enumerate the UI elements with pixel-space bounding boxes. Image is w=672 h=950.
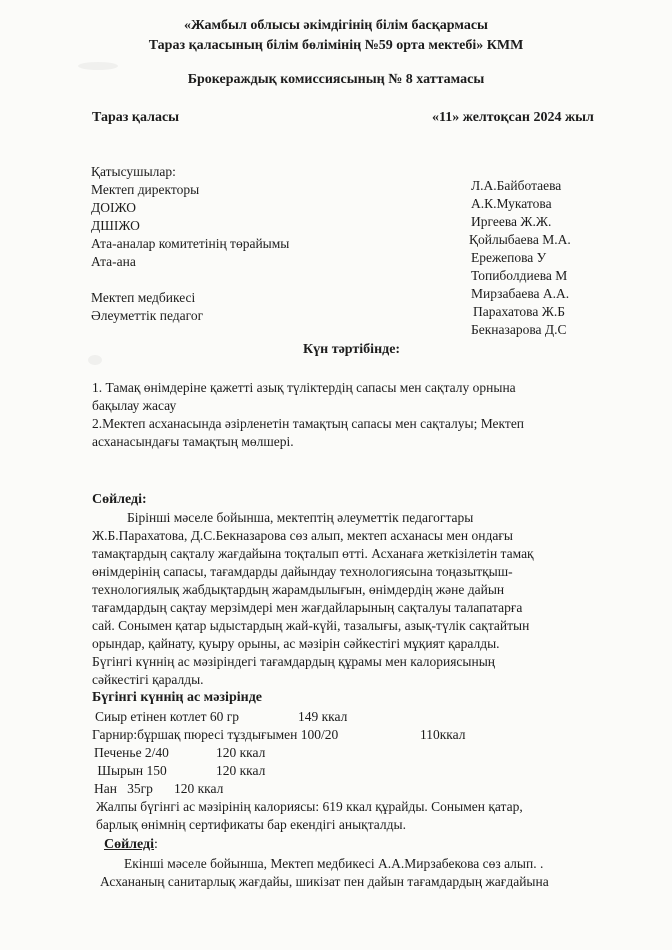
section-2-colon: : [154, 837, 158, 852]
section-1-line: сәйкестігі қаралды. [92, 672, 204, 687]
participant-role: Ата-ана [91, 254, 136, 269]
participant-name: Топиболдиева М [471, 268, 568, 283]
participant-name: Қойлыбаева М.А. [469, 232, 571, 247]
participant-role: Ата-аналар комитетінің төрайымы [91, 236, 290, 251]
menu-heading: Бүгінгі күннің ас мәзірінде [92, 690, 262, 705]
agenda-heading: Күн тәртібінде: [303, 342, 401, 357]
section-2-line-2: Асхананың санитарлық жағдайы, шикізат пен дайын тағамдардың жағдайына [100, 874, 549, 889]
menu-total-line-2: барлық өнімнің сертификаты бар екендігі анықталды. [96, 817, 406, 832]
menu-item-name: Шырын 150 [94, 763, 167, 778]
participant-role: ДОІЖО [91, 200, 136, 215]
participant-role: ДШІЖО [91, 218, 140, 233]
participant-name: Бекназарова Д.С [471, 322, 567, 337]
menu-item-kcal: 149 ккал [298, 709, 348, 724]
section-2-heading-wrap [104, 837, 158, 853]
participant-role: Мектеп директоры [91, 182, 200, 197]
header-line-2: Тараз қаласының білім бөлімінің №59 орта мектебі» КММ [148, 38, 524, 53]
section-1-line: сай. Сонымен қатар ыдыстардың жай-күйі, тазалығы, азық-түлік сақтайтын [92, 618, 530, 633]
document-title: Брокераждық комиссиясының № 8 хаттамасы [187, 72, 485, 87]
participants-heading: Қатысушылар: [91, 164, 176, 179]
menu-item-kcal: 110ккал [420, 727, 466, 742]
participant-name: Парахатова Ж.Б [473, 304, 565, 319]
menu-item-kcal: 120 ккал [174, 781, 224, 796]
section-1-line: тамақтардың сақталу жағдайына тоқталып өтті. Асханаға жеткізілетін тамақ [92, 546, 534, 561]
menu-item-name: Гарнир:бұршақ пюресі тұздығымен 100/20 [92, 727, 339, 742]
agenda-item-2-line-2: асханасындағы тамақтың мөлшері. [92, 434, 294, 449]
section-2-heading: Сөйледі [104, 837, 155, 852]
participant-name: Мирзабаева А.А. [471, 286, 570, 301]
participant-name: Иргеева Ж.Ж. [471, 214, 552, 229]
scan-smudge [78, 62, 118, 70]
section-1-heading: Сөйледі: [92, 492, 147, 507]
participant-name: Ережепова У [471, 250, 547, 265]
city: Тараз қаласы [92, 110, 180, 125]
section-2-line-1: Екінші мәселе бойынша, Мектеп медбикесі А.А.Мирзабекова сөз алып. . [124, 856, 544, 871]
section-1-line: орындар, қайнату, қуыру орыны, ас мәзірін сәйкестігі мұқият қаралды. [92, 636, 500, 651]
section-1-line: Ж.Б.Парахатова, Д.С.Бекназарова сөз алып, мектеп асханасы мен ондағы [92, 528, 513, 543]
header-line-1: «Жамбыл облысы әкімдігінің білім басқармасы [184, 18, 488, 33]
menu-item-kcal: 120 ккал [216, 745, 266, 760]
participant-role: Мектеп медбикесі [91, 290, 196, 305]
section-1-line: Бүгінгі күннің ас мәзіріндегі тағамдардың құрамы мен калориясының [92, 654, 496, 669]
menu-item-name: Печенье 2/40 [94, 745, 169, 760]
agenda-item-2-line-1: 2.Мектеп асханасында әзірленетін тамақтың сапасы мен сақталуы; Мектеп [92, 416, 525, 431]
section-1-line: өнімдерінің сапасы, тағамдарды дайындау технологиясына тоңазытқыш- [92, 564, 513, 579]
section-1-line: Бірінші мәселе бойынша, мектептің әлеуметтік педагогтары [127, 510, 474, 525]
menu-total-line-1: Жалпы бүгінгі ас мәзірінің калориясы: 619 ккал құрайды. Сонымен қатар, [96, 799, 523, 814]
section-1-line: технологиялық жабдықтардың жарамдылығын, өнімдердің және дайын [92, 582, 505, 597]
agenda-item-1-line-2: бақылау жасау [92, 398, 177, 413]
scan-smudge [88, 355, 102, 365]
agenda-item-1-line-1: 1. Тамақ өнімдеріне қажетті азық түліктердің сапасы мен сақталу орнына [92, 380, 516, 395]
menu-item-name: Нан 35гр [94, 781, 153, 796]
section-1-line: тағамдардың сақтау мерзімдері мен жағдайларының сақталуы талапатарға [92, 600, 523, 615]
menu-item-name: Сиыр етінен котлет 60 гр [95, 709, 240, 724]
participant-role: Әлеуметтік педагог [91, 308, 204, 323]
date: «11» желтоқсан 2024 жыл [432, 110, 594, 125]
menu-item-kcal: 120 ккал [216, 763, 266, 778]
participant-name: А.К.Мукатова [471, 196, 552, 211]
participant-name: Л.А.Байботаева [471, 178, 562, 193]
